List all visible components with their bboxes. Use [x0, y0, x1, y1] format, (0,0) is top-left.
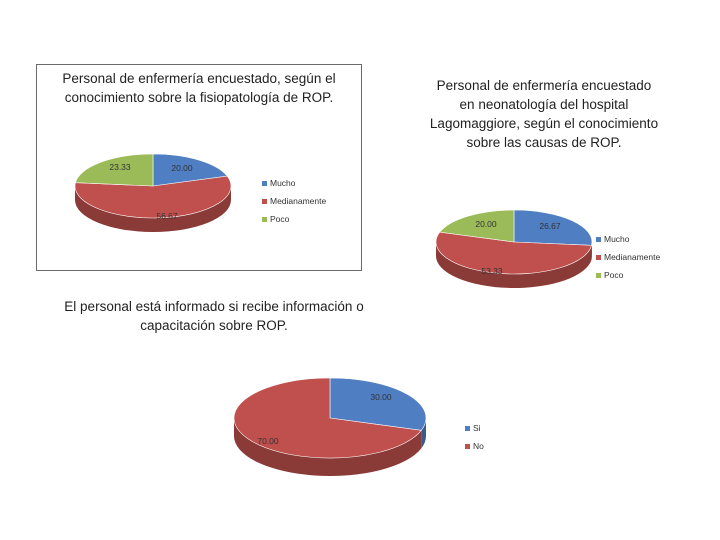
chart-1-legend-label-mucho: Mucho	[270, 178, 296, 188]
chart-3-legend-swatch-si	[465, 426, 470, 431]
chart-2-data-label-mucho: 26.67	[539, 221, 561, 231]
chart-2-title: Personal de enfermería encuestado en neonatología del hospital Lagomaggiore, según el conocimiento sobre las causas de ROP.	[429, 78, 659, 150]
chart-2-legend-label-poco: Poco	[604, 270, 624, 280]
chart-1-legend-label-poco: Poco	[270, 214, 290, 224]
chart-1-data-label-poco: 23.33	[109, 162, 131, 172]
chart-3-data-label-no: 70.00	[257, 436, 279, 446]
chart-3-legend-label-si: Si	[473, 423, 481, 433]
chart-3-legend-label-no: No	[473, 441, 484, 451]
chart-2-legend-label-mucho: Mucho	[604, 234, 630, 244]
chart-2-legend-label-medianamente: Medianamente	[604, 252, 661, 262]
chart-1-data-label-mucho: 20.00	[171, 163, 193, 173]
chart-1-title: Personal de enfermería encuestado, según el conocimiento sobre la fisiopatología de ROP.	[62, 71, 336, 105]
chart-1-legend-label-medianamente: Medianamente	[270, 196, 327, 206]
chart-2-data-label-medianamente: 53.33	[481, 266, 503, 276]
chart-1-data-label-medianamente: 56.67	[156, 211, 178, 221]
chart-3-title: El personal está informado si recibe información o capacitación sobre ROP.	[64, 299, 364, 333]
chart-2-data-label-poco: 20.00	[475, 219, 497, 229]
chart-3-data-label-si: 30.00	[370, 392, 392, 402]
chart-3-legend-swatch-no	[465, 444, 470, 449]
